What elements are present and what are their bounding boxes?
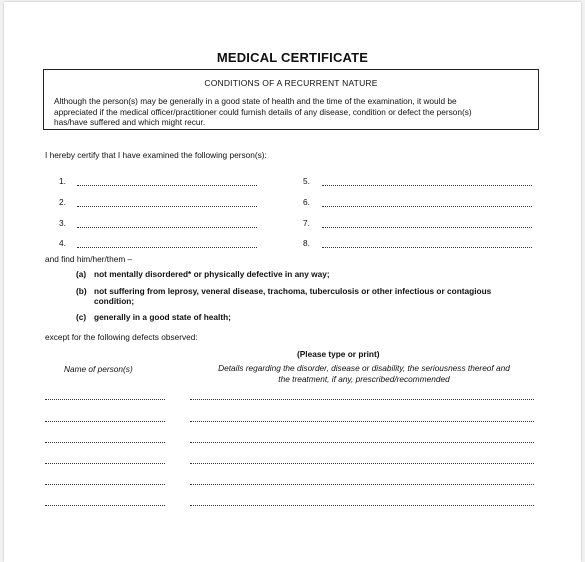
conditions-heading: CONDITIONS OF A RECURRENT NATURE [204, 78, 378, 88]
person-number-8: 8. [303, 238, 310, 248]
certify-statement: I hereby certify that I have examined the following person(s): [45, 150, 267, 160]
page-title: MEDICAL CERTIFICATE [216, 50, 369, 65]
person-field-3[interactable] [77, 227, 257, 228]
conditions-line-2: appreciated if the medical officer/practitioner could furnish details of any disease, condition or defect the person(s) [54, 106, 472, 117]
defect-details-field-6[interactable] [190, 505, 534, 506]
finding-b-text-line-1: not suffering from leprosy, veneral disease, trachoma, tuberculosis or other infectious or contagious [94, 286, 492, 296]
conditions-text [54, 96, 530, 128]
person-field-1[interactable] [77, 185, 257, 186]
person-number-1: 1. [59, 176, 66, 186]
defect-name-field-6[interactable] [45, 505, 165, 506]
defect-name-field-1[interactable] [45, 399, 165, 400]
defect-details-field-2[interactable] [190, 421, 534, 422]
conditions-line-3: has/have suffered and which might recur. [54, 117, 206, 127]
except-statement: except for the following defects observed: [45, 332, 198, 342]
defect-name-field-3[interactable] [45, 442, 165, 443]
defect-details-field-5[interactable] [190, 484, 534, 485]
defect-details-field-4[interactable] [190, 463, 534, 464]
person-number-4: 4. [59, 238, 66, 248]
person-field-7[interactable] [322, 227, 532, 228]
person-field-5[interactable] [322, 185, 532, 186]
defect-name-field-4[interactable] [45, 463, 165, 464]
finding-c-marker: (c) [76, 312, 87, 322]
find-statement: and find him/her/them – [45, 254, 133, 264]
defect-details-field-1[interactable] [190, 399, 534, 400]
finding-b-marker: (b) [76, 286, 87, 296]
finding-c-text: generally in a good state of health; [94, 312, 231, 322]
defect-name-field-2[interactable] [45, 421, 165, 422]
conditions-line-1: Although the person(s) may be generally in a good state of health and the time of the examination, it would be [54, 96, 457, 106]
person-field-6[interactable] [322, 206, 532, 207]
person-field-2[interactable] [77, 206, 257, 207]
conditions-box [43, 69, 539, 130]
person-number-5: 5. [303, 176, 310, 186]
defect-name-field-5[interactable] [45, 484, 165, 485]
finding-a-text: not mentally disordered* or physically defective in any way; [94, 269, 330, 279]
person-number-7: 7. [303, 218, 310, 228]
person-field-4[interactable] [77, 247, 257, 248]
column-header-name: Name of person(s) [64, 364, 133, 374]
finding-b-text-line-2: condition; [94, 296, 135, 306]
defect-details-field-3[interactable] [190, 442, 534, 443]
column-header-details-line-1: Details regarding the disorder, disease or disability, the seriousness thereof and [218, 363, 510, 373]
certificate-page [4, 2, 581, 562]
person-field-8[interactable] [322, 247, 532, 248]
please-type-note: (Please type or print) [297, 349, 380, 359]
column-header-details [194, 363, 534, 385]
person-number-2: 2. [59, 197, 66, 207]
finding-a-marker: (a) [76, 269, 87, 279]
person-number-3: 3. [59, 218, 66, 228]
column-header-details-line-2: the treatment, if any, prescribed/recommended [278, 374, 450, 384]
person-number-6: 6. [303, 197, 310, 207]
